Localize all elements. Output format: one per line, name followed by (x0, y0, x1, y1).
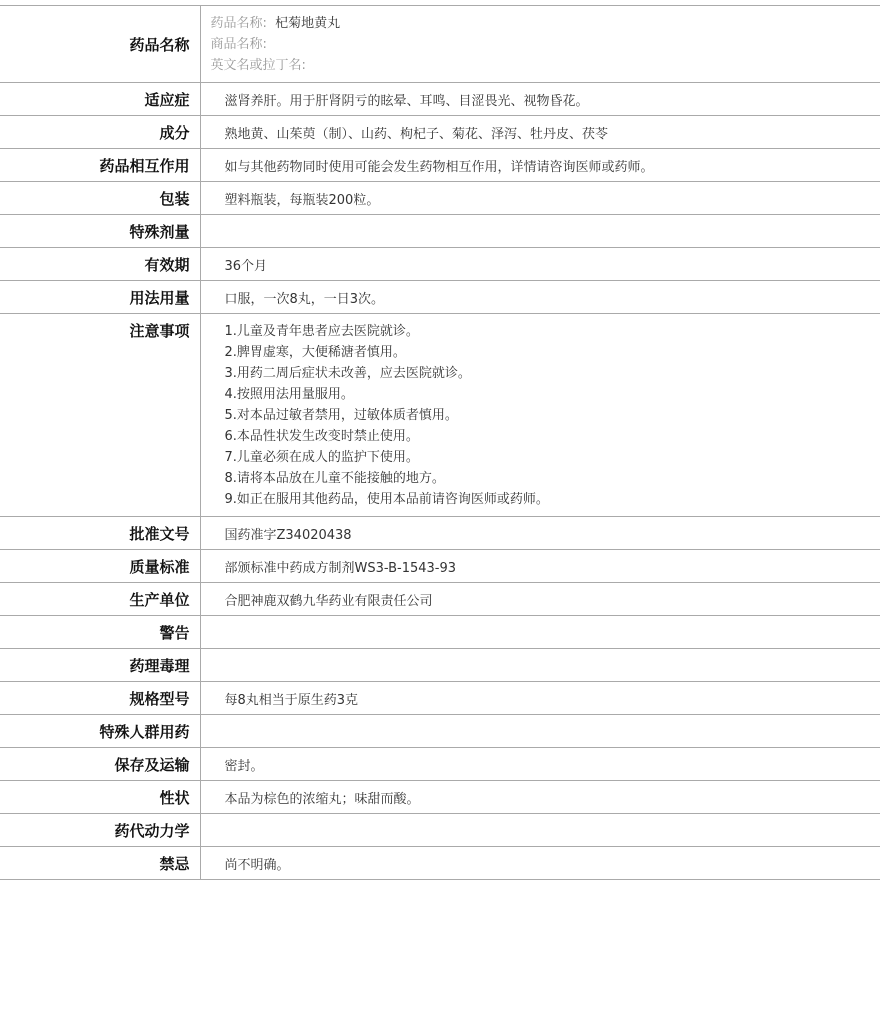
label-validity: 有效期 (0, 248, 200, 281)
row-indications (0, 83, 880, 116)
precaution-item: 2.脾胃虚寒，大便稀溏者慎用。 (225, 342, 880, 363)
value-special-groups (200, 715, 880, 748)
row-validity (0, 248, 880, 281)
row-special-dosage (0, 215, 880, 248)
label-contraindications: 禁忌 (0, 847, 200, 880)
value-appearance: 本品为棕色的浓缩丸；味甜而酸。 (200, 781, 880, 814)
english-name-line (211, 55, 880, 76)
value-drug-name (200, 6, 880, 83)
drug-info-sheet (0, 5, 880, 880)
row-drug-name (0, 6, 880, 83)
generic-name-line (211, 13, 880, 34)
trade-name-key: 商品名称: (211, 37, 267, 52)
value-approval: 国药准字Z34020438 (200, 517, 880, 550)
label-appearance: 性状 (0, 781, 200, 814)
row-ingredients (0, 116, 880, 149)
label-storage: 保存及运输 (0, 748, 200, 781)
value-indications: 滋肾养肝。用于肝肾阴亏的眩晕、耳鸣、目涩畏光、视物昏花。 (200, 83, 880, 116)
row-manufacturer (0, 583, 880, 616)
label-pharmacokinetics: 药代动力学 (0, 814, 200, 847)
row-appearance (0, 781, 880, 814)
label-warning: 警告 (0, 616, 200, 649)
label-approval: 批准文号 (0, 517, 200, 550)
label-usage: 用法用量 (0, 281, 200, 314)
value-validity: 36个月 (200, 248, 880, 281)
value-special-dosage (200, 215, 880, 248)
drug-info-table (0, 5, 880, 880)
precaution-item: 6.本品性状发生改变时禁止使用。 (225, 426, 880, 447)
label-indications: 适应症 (0, 83, 200, 116)
label-standard: 质量标准 (0, 550, 200, 583)
row-interactions (0, 149, 880, 182)
label-ingredients: 成分 (0, 116, 200, 149)
value-warning (200, 616, 880, 649)
precautions-list (225, 321, 880, 510)
row-pharmacokinetics (0, 814, 880, 847)
value-toxicology (200, 649, 880, 682)
precaution-item: 9.如正在服用其他药品，使用本品前请咨询医师或药师。 (225, 489, 880, 510)
value-usage: 口服，一次8丸，一日3次。 (200, 281, 880, 314)
label-manufacturer: 生产单位 (0, 583, 200, 616)
value-manufacturer: 合肥神鹿双鹤九华药业有限责任公司 (200, 583, 880, 616)
row-toxicology (0, 649, 880, 682)
label-packaging: 包装 (0, 182, 200, 215)
label-specification: 规格型号 (0, 682, 200, 715)
row-specification (0, 682, 880, 715)
row-standard (0, 550, 880, 583)
row-contraindications (0, 847, 880, 880)
generic-name-value: 杞菊地黄丸 (275, 16, 340, 31)
english-name-key: 英文名或拉丁名: (211, 58, 306, 73)
row-usage (0, 281, 880, 314)
precaution-item: 7.儿童必须在成人的监护下使用。 (225, 447, 880, 468)
trade-name-line (211, 34, 880, 55)
row-precautions (0, 314, 880, 517)
row-warning (0, 616, 880, 649)
precaution-item: 5.对本品过敏者禁用，过敏体质者慎用。 (225, 405, 880, 426)
label-special-groups: 特殊人群用药 (0, 715, 200, 748)
value-standard: 部颁标准中药成方制剂WS3-B-1543-93 (200, 550, 880, 583)
value-packaging: 塑料瓶装，每瓶装200粒。 (200, 182, 880, 215)
value-pharmacokinetics (200, 814, 880, 847)
label-drug-name: 药品名称 (0, 6, 200, 83)
label-special-dosage: 特殊剂量 (0, 215, 200, 248)
label-interactions: 药品相互作用 (0, 149, 200, 182)
row-special-groups (0, 715, 880, 748)
generic-name-key: 药品名称: (211, 16, 267, 31)
value-precautions (200, 314, 880, 517)
value-contraindications: 尚不明确。 (200, 847, 880, 880)
value-storage: 密封。 (200, 748, 880, 781)
precaution-item: 1.儿童及青年患者应去医院就诊。 (225, 321, 880, 342)
label-toxicology: 药理毒理 (0, 649, 200, 682)
precaution-item: 8.请将本品放在儿童不能接触的地方。 (225, 468, 880, 489)
value-ingredients: 熟地黄、山茱萸（制）、山药、枸杞子、菊花、泽泻、牡丹皮、茯苓 (200, 116, 880, 149)
value-specification: 每8丸相当于原生药3克 (200, 682, 880, 715)
row-packaging (0, 182, 880, 215)
value-interactions: 如与其他药物同时使用可能会发生药物相互作用，详情请咨询医师或药师。 (200, 149, 880, 182)
precaution-item: 3.用药二周后症状未改善，应去医院就诊。 (225, 363, 880, 384)
precaution-item: 4.按照用法用量服用。 (225, 384, 880, 405)
row-approval (0, 517, 880, 550)
row-storage (0, 748, 880, 781)
label-precautions: 注意事项 (0, 314, 200, 517)
